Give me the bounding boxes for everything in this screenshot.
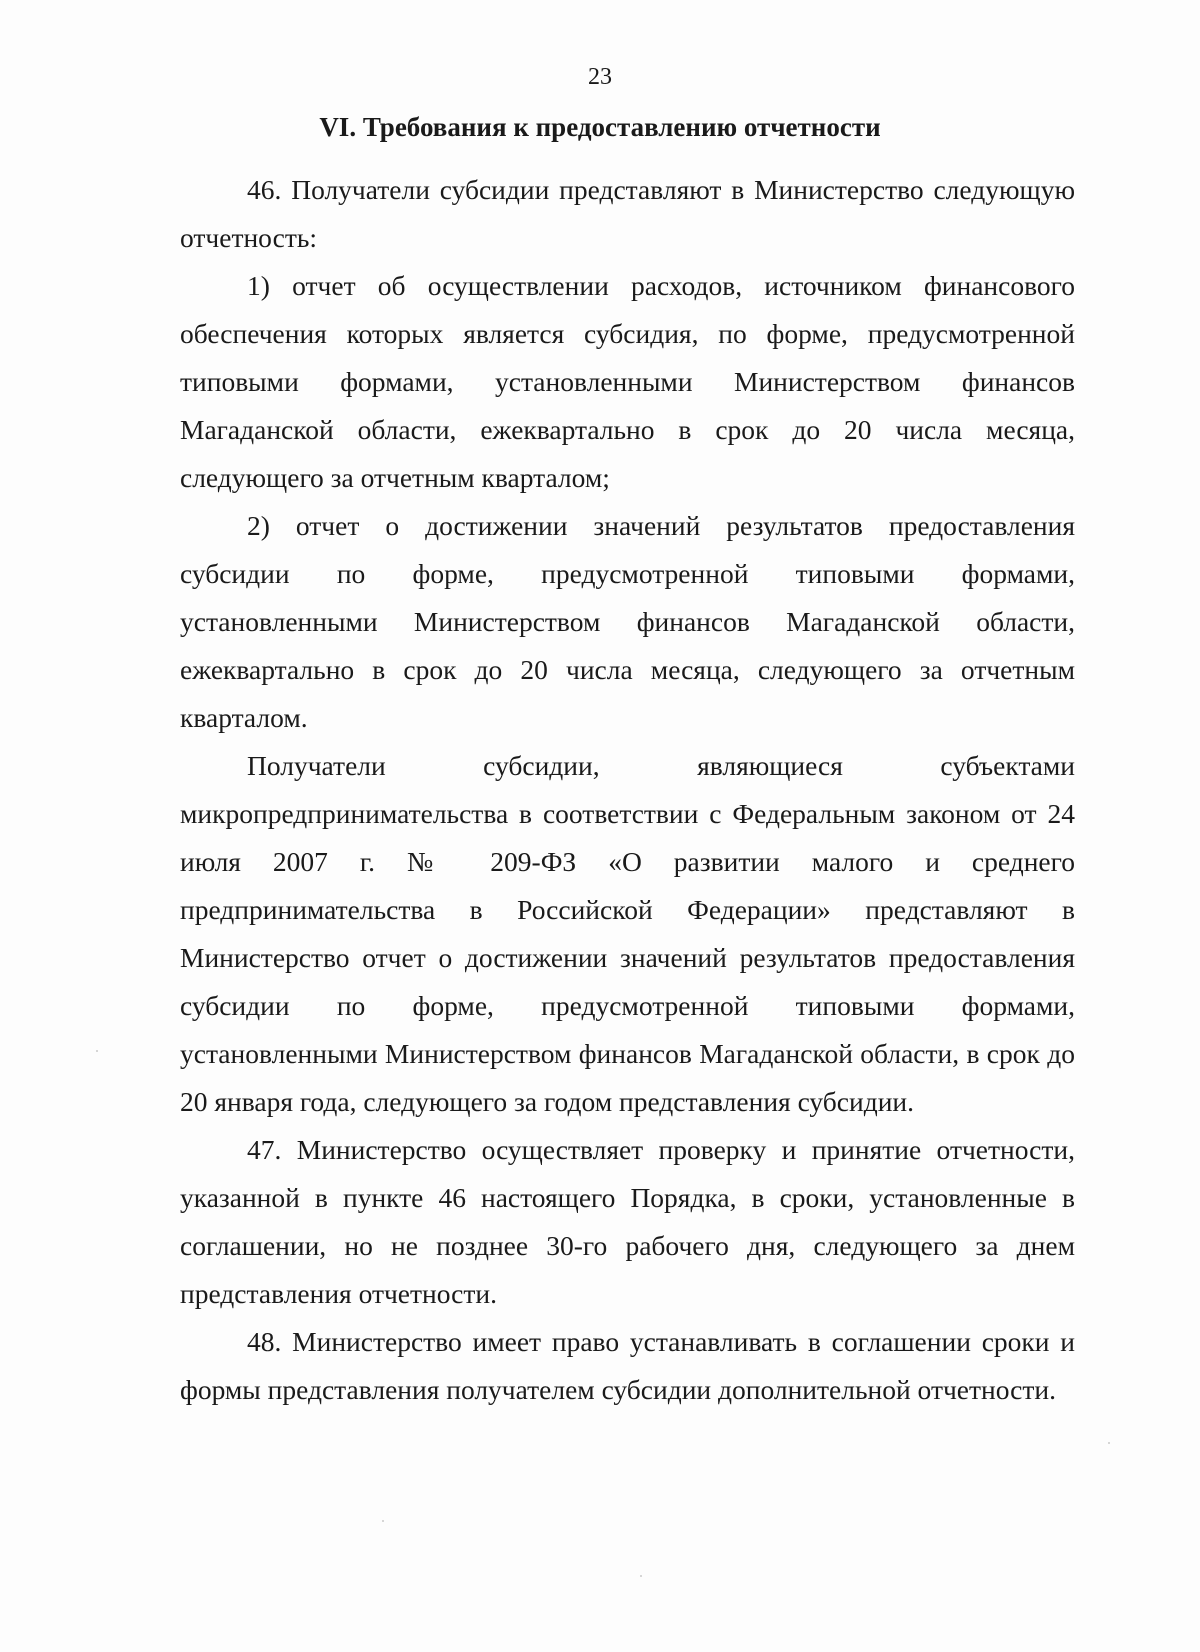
- scan-speck: [96, 1050, 98, 1052]
- paragraph-46-micro-enterprise: Получатели субсидии, являющиеся субъектами микропредпринимательства в соответствии с Федеральным законом от 24 июля 2007 г. № 209-ФЗ «О развитии малого и среднего предпринимательства в Российской Федерации» представляют в Министерство отчет о достижении значений результатов предоставления субсидии по форме, предусмотренной типовыми формами, установленными Министерством финансов Магаданской области, в срок до 20 января года, следующего за годом представления субсидии.: [180, 750, 1075, 1117]
- document-body: [180, 166, 1075, 1414]
- section-heading: VI. Требования к предоставлению отчетности: [319, 112, 881, 142]
- paragraph-47: 47. Министерство осуществляет проверку и принятие отчетности, указанной в пункте 46 настоящего Порядка, в сроки, установленные в соглашении, но не позднее 30-го рабочего дня, следующего за днем представления отчетности.: [180, 1134, 1075, 1309]
- scan-speck: [640, 1575, 642, 1577]
- page-number: 23: [588, 64, 612, 90]
- paragraph-46: 46. Получатели субсидии представляют в Министерство следующую отчетность:: [180, 174, 1075, 253]
- paragraph-48: 48. Министерство имеет право устанавливать в соглашении сроки и формы представления получателем субсидии дополнительной отчетности.: [180, 1326, 1075, 1405]
- scan-speck: [1108, 1442, 1110, 1444]
- paragraph-46-item-2: 2) отчет о достижении значений результатов предоставления субсидии по форме, предусмотренной типовыми формами, установленными Министерством финансов Магаданской области, ежеквартально в срок до 20 числа месяца, следующего за отчетным кварталом.: [180, 510, 1075, 733]
- scan-speck: [382, 1520, 384, 1522]
- paragraph-46-item-1: 1) отчет об осуществлении расходов, источником финансового обеспечения которых является субсидия, по форме, предусмотренной типовыми формами, установленными Министерством финансов Магаданской области, ежеквартально в срок до 20 числа месяца, следующего за отчетным кварталом;: [180, 270, 1075, 493]
